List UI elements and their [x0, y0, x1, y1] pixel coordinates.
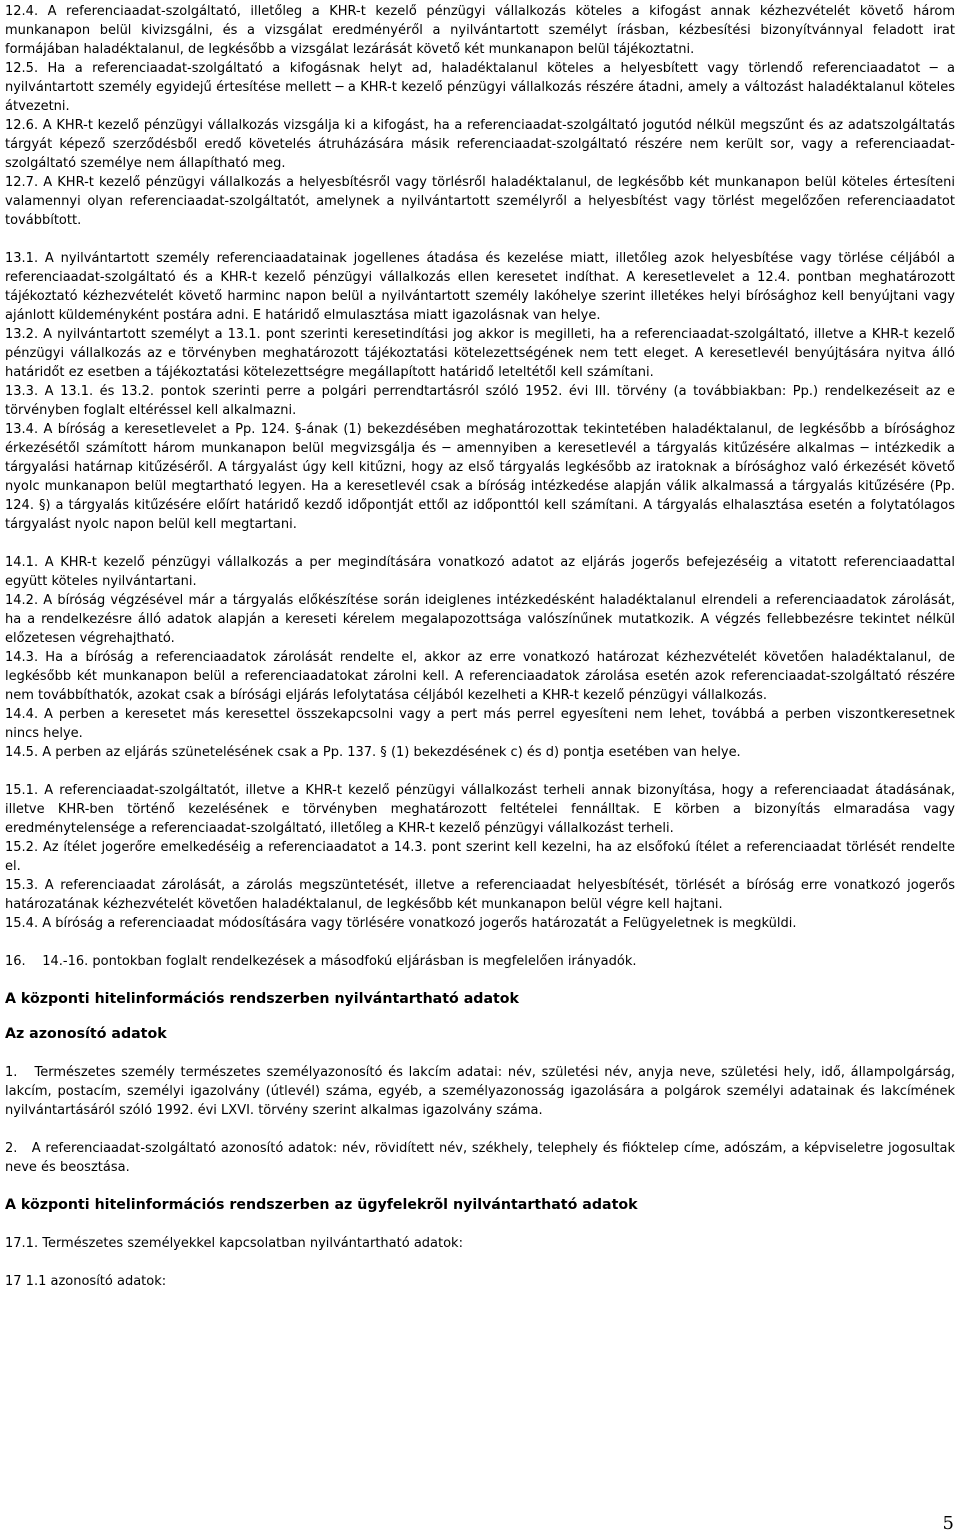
- paragraph-13-4: 13.4. A bíróság a keresetlevelet a Pp. 124. §-ának (1) bekezdésében meghatározottak tekintetében haladéktalanul, de legkésőbb a bírósághoz érkezésétől számított három munkanapon belül megvizsgálja és ─ amennyiben a keresetlevél a tárgyalás kitűzésére alkalmas ─ intézkedik a tárgyalási határnap kitűzéséről. A tárgyalást úgy kell kitűzni, hogy az első tárgyalás legkésőbb az iratoknak a bírósághoz való érkezését követő nyolc munkanapon belül megtartható legyen. Ha a keresetlevél csak a bíróság intézkedése alapján válik alkalmassá a tárgyalás kitűzésére (Pp. 124. §) a tárgyalás kitűzésére előírt határidő kezdő időpontját ettől az időponttól kell számítani. A tárgyalás elhalasztása esetén a folytatólagos tárgyalást nyolc napon belül kell megtartani.: [5, 422, 955, 532]
- paragraph-17-1: 17.1. Természetes személyekkel kapcsolatban nyilvántartható adatok:: [5, 1236, 463, 1251]
- paragraph-12-7: 12.7. A KHR-t kezelő pénzügyi vállalkozás a helyesbítésről vagy törlésről haladéktalanul, de legkésőbb két munkanapon belül köteles értesíteni valamennyi olyan referenciaadat-szolgáltatót, amelynek a nyilvántartott személyről a helyesbítést vagy törlést megelőzően referenciaadatot továbbított.: [5, 175, 955, 228]
- paragraph-15-1: 15.1. A referenciaadat-szolgáltatót, illetve a KHR-t kezelő pénzügyi vállalkozást terheli annak bizonyítása, hogy a referenciaadat átadásának, illetve KHR-ben történő kezelésének e törvényben meghatározott feltételei fennálltak. E körben a bizonyítás elmaradása vagy eredménytelensége a referenciaadat-szolgáltató, illetőleg a KHR-t kezelő pénzügyi vállalkozást terheli.: [5, 783, 955, 836]
- paragraph-13-3: 13.3. A 13.1. és 13.2. pontok szerinti perre a polgári perrendtartásról szóló 1952. évi III. törvény (a továbbiakban: Pp.) rendelkezéseit az e törvényben foglalt eltéréssel kell alkalmazni.: [5, 384, 955, 418]
- paragraph-15-4: 15.4. A bíróság a referenciaadat módosítására vagy törlésére vonatkozó jogerős határozatát a Felügyeletnek is megküldi.: [5, 916, 797, 931]
- paragraph-14-2: 14.2. A bíróság végzésével már a tárgyalás előkészítése során ideiglenes intézkedésként haladéktalanul elrendeli a referenciaadatok zárolását, ha a rendelkezésre álló adatok alapján a kereseti kérelem megalapozottsága valószínűnek mutatkozik. A végzés fellebbezésre tekintet nélkül előzetesen végrehajtható.: [5, 593, 955, 646]
- paragraph-13-1: 13.1. A nyilvántartott személy referenciaadatainak jogellenes átadása és kezelése miatt, illetőleg azok helyesbítése vagy törlése céljából a referenciaadat-szolgáltató és a KHR-t kezelő pénzügyi vállalkozás ellen keresetet indíthat. A keresetlevelet a 12.4. pontban meghatározott tájékoztató kézhezvételét követő harminc napon belül a nyilvántartott személy lakóhelye szerint illetékes helyi bírósághoz kell benyújtani vagy ajánlott küldeményként postára adni. E határidő elmulasztása miatt igazolásnak van helye.: [5, 251, 955, 323]
- page-number: 5: [942, 1513, 954, 1534]
- paragraph-15-2: 15.2. Az ítélet jogerőre emelkedéséig a referenciaadatot a 14.3. pont szerint kell kezelni, ha az elsőfokú ítélet a referenciaadat törlését rendelte el.: [5, 840, 955, 874]
- paragraph-14-3: 14.3. Ha a bíróság a referenciaadatok zárolását rendelte el, akkor az erre vonatkozó határozat kézhezvételét követően haladéktalanul, de legkésőbb két munkanapon belül a referenciaadatokat zárolni kell. A referenciaadatok zárolása esetén azok referenciaadat-szolgáltató részére nem továbbíthatók, azokat csak a bírósági eljárás lefolytatása céljából kezelheti a KHR-t kezelő pénzügyi vállalkozás.: [5, 650, 955, 703]
- paragraph-12-5: 12.5. Ha a referenciaadat-szolgáltató a kifogásnak helyt ad, haladéktalanul köteles a helyesbített vagy törlendő referenciaadatot ─ a nyilvántartott személy egyidejű értesítése mellett ─ a KHR-t kezelő pénzügyi vállalkozás részére átadni, amely a változást haladéktalanul köteles átvezetni.: [5, 61, 955, 114]
- section-heading-identifiers: Az azonosító adatok: [5, 1026, 167, 1042]
- paragraph-item-1: 1. Természetes személy természetes személyazonosító és lakcím adatai: név, születési név, anyja neve, születési hely, idő, állampolgárság, lakcím, postacím, személyi igazolvány (útlevél) száma, egyéb, a személyazonosság igazolására a polgárok személyi adatainak és lakcímének nyilvántartásáról szóló 1992. évi LXVI. törvény szerint alkalmas igazolvány száma.: [5, 1065, 960, 1118]
- paragraph-item-2: 2. A referenciaadat-szolgáltató azonosító adatok: név, rövidített név, székhely, telephely és fióktelep címe, adószám, a képviseletre jogosultak neve és beosztása.: [5, 1141, 960, 1175]
- paragraph-14-4: 14.4. A perben a keresetet más keresettel összekapcsolni vagy a pert más perrel egyesíteni nem lehet, továbbá a perben viszontkeresetnek nincs helye.: [5, 707, 955, 741]
- paragraph-14-1: 14.1. A KHR-t kezelő pénzügyi vállalkozás a per megindítására vonatkozó adatot az eljárás jogerős befejezéséig a vitatott referenciaadattal együtt köteles nyilvántartani.: [5, 555, 955, 589]
- paragraph-15-3: 15.3. A referenciaadat zárolását, a zárolás megszüntetését, illetve a referenciaadat helyesbítését, törlését a bíróság erre vonatkozó jogerős határozatának kézhezvételét követően haladéktalanul, de legkésőbb két munkanapon belül végre kell hajtani.: [5, 878, 955, 912]
- paragraph-12-6: 12.6. A KHR-t kezelő pénzügyi vállalkozás vizsgálja ki a kifogást, ha a referenciaadat-szolgáltató jogutód nélkül megszűnt és az adatszolgáltatás tárgyát képező szerződésből eredő követelés átruházására másik referenciaadat-szolgáltató részére nem került sor, vagy a referenciaadat-szolgáltató személye nem állapítható meg.: [5, 118, 955, 171]
- section-heading-client-data: A központi hitelinformációs rendszerben az ügyfelekrõl nyilvántartható adatok: [5, 1197, 638, 1213]
- paragraph-13-2: 13.2. A nyilvántartott személyt a 13.1. pont szerinti keresetindítási jog akkor is megilleti, ha a referenciaadat-szolgáltató, illetve a KHR-t kezelő pénzügyi vállalkozás az e törvényben meghatározott tájékoztatási kötelezettségének nem tett eleget. A keresetlevél benyújtására nyitva álló határidőt ez esetben a tájékoztatási kötelezettségre megállapított határidő leteltétől kell számítani.: [5, 327, 955, 380]
- paragraph-12-4: 12.4. A referenciaadat-szolgáltató, illetőleg a KHR-t kezelő pénzügyi vállalkozás köteles a kifogást annak kézhezvételét követő három munkanapon belül kivizsgálni, és a vizsgálat eredményéről a nyilvántartott személyt írásban, kézbesítési bizonyítvánnyal feladott irat formájában haladéktalanul, de legkésőbb a vizsgálat lezárását követő két munkanapon belül tájékoztatni.: [5, 4, 955, 57]
- paragraph-16: 16. 14.-16. pontokban foglalt rendelkezések a másodfokú eljárásban is megfelelően irányadók.: [5, 954, 637, 969]
- section-heading-data-in-system: A központi hitelinformációs rendszerben nyilvántartható adatok: [5, 991, 519, 1007]
- paragraph-14-5: 14.5. A perben az eljárás szünetelésének csak a Pp. 137. § (1) bekezdésének c) és d) pontja esetében van helye.: [5, 745, 741, 760]
- paragraph-17-1-1: 17 1.1 azonosító adatok:: [5, 1274, 167, 1289]
